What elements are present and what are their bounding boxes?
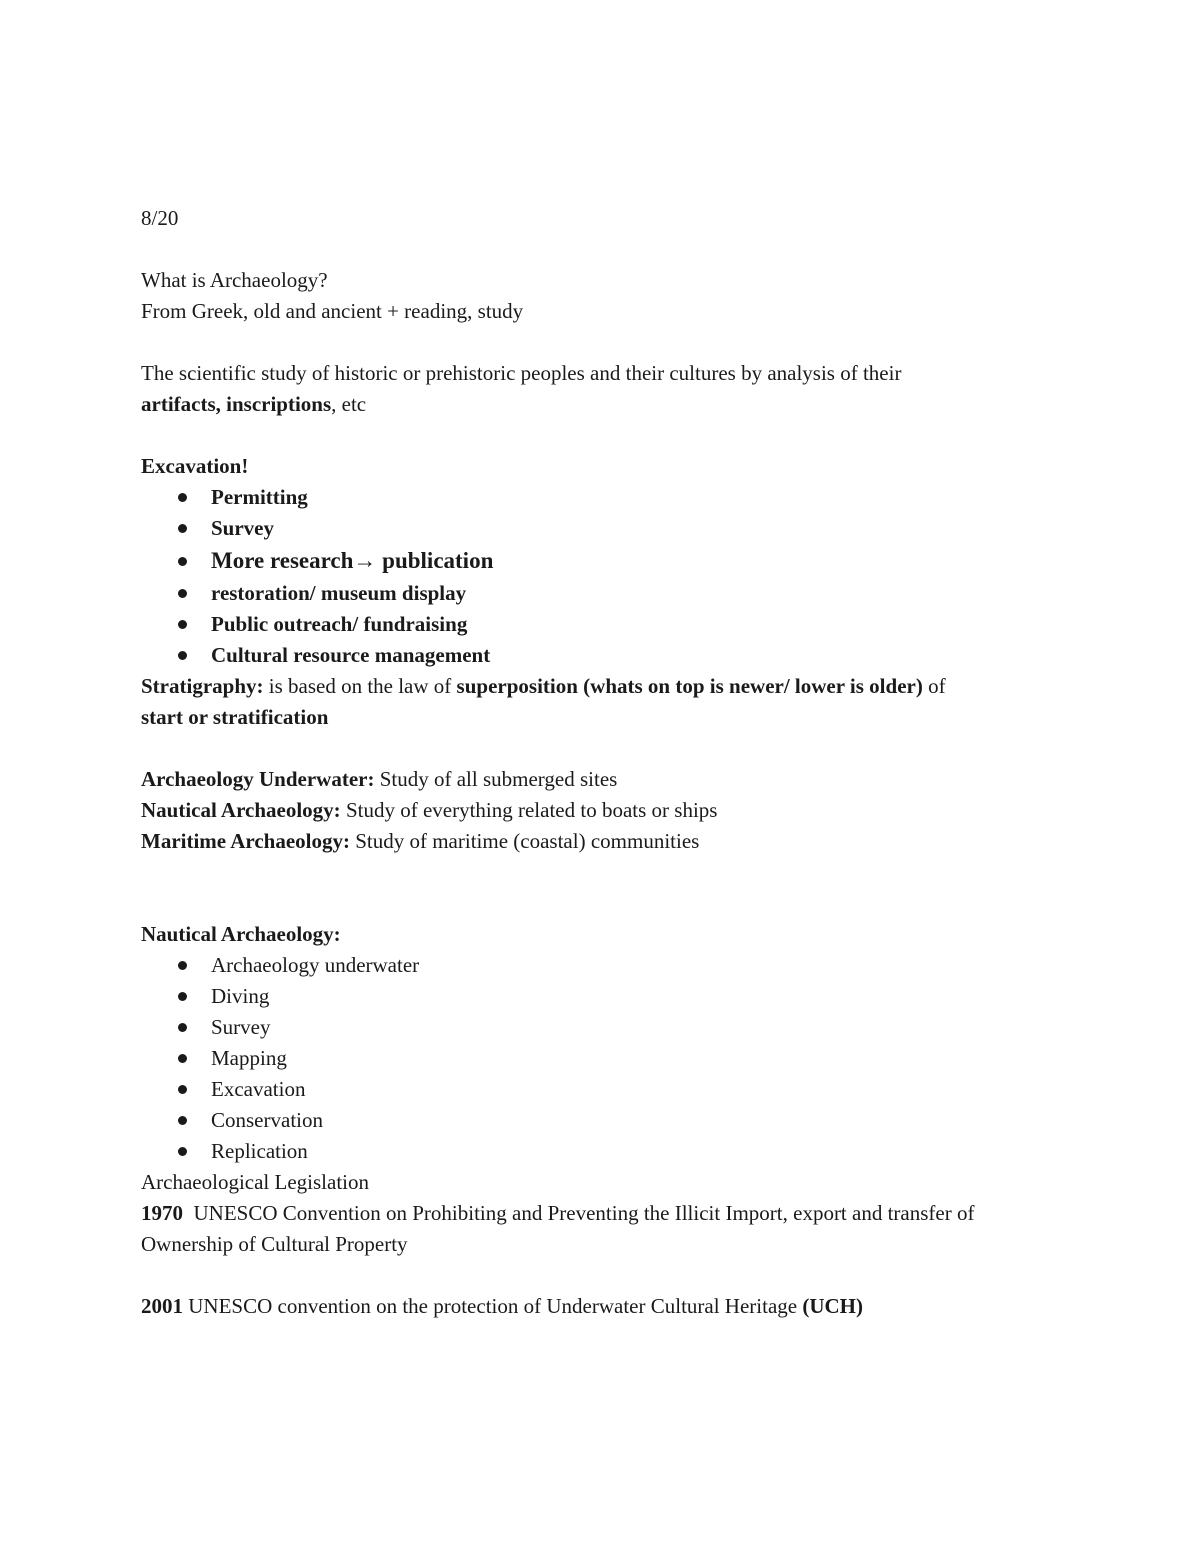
document-page (141, 203, 1071, 1322)
bullet-icon (178, 651, 187, 660)
bullet-icon (178, 1147, 187, 1156)
legislation-heading: Archaeological Legislation (141, 1170, 369, 1194)
list-item: Cultural resource management (141, 640, 1071, 671)
list-item: Archaeology underwater (141, 950, 1071, 981)
list-item: More research→ publication (141, 544, 1071, 578)
bullet-icon (178, 620, 187, 629)
date-line: 8/20 (141, 206, 179, 230)
list-item: Diving (141, 981, 1071, 1012)
bullet-icon (178, 557, 187, 566)
definition-line: The scientific study of historic or prehistoric peoples and their cultures by analysis of their (141, 361, 902, 385)
stratigraphy-term: Stratigraphy: (141, 674, 264, 698)
bullet-icon (178, 961, 187, 970)
list-item: restoration/ museum display (141, 578, 1071, 609)
bullet-icon (178, 992, 187, 1001)
bullet-icon (178, 524, 187, 533)
intro-question: What is Archaeology? (141, 268, 328, 292)
list-item: Mapping (141, 1043, 1071, 1074)
bullet-icon (178, 1023, 187, 1032)
list-item: Public outreach/ fundraising (141, 609, 1071, 640)
intro-etymology: From Greek, old and ancient + reading, study (141, 299, 524, 323)
legislation-entry-2001: 2001 UNESCO convention on the protection of Underwater Cultural Heritage (UCH) (141, 1294, 863, 1318)
excavation-list (141, 482, 1071, 671)
bullet-icon (178, 1116, 187, 1125)
list-item: Survey (141, 1012, 1071, 1043)
stratigraphy-line-2: start or stratification (141, 705, 329, 729)
definition-nautical: Nautical Archaeology: Study of everything related to boats or ships (141, 798, 718, 822)
excavation-heading: Excavation! (141, 454, 249, 478)
bullet-icon (178, 1085, 187, 1094)
definition-maritime: Maritime Archaeology: Study of maritime (coastal) communities (141, 829, 700, 853)
definition-bold: artifacts, inscriptions (141, 392, 332, 416)
definition-line-2 (141, 389, 1071, 420)
list-item: Excavation (141, 1074, 1071, 1105)
list-item: Conservation (141, 1105, 1071, 1136)
definition-tail: , etc (331, 392, 367, 416)
nautical-list (141, 950, 1071, 1167)
legislation-entry-1970: 1970 UNESCO Convention on Prohibiting and Preventing the Illicit Import, export and transfer of Ownership of Cultural Property (141, 1201, 980, 1256)
stratigraphy-line: Stratigraphy: is based on the law of superposition (whats on top is newer/ lower is older) of (141, 674, 946, 698)
definition-underwater: Archaeology Underwater: Study of all submerged sites (141, 767, 618, 791)
nautical-heading: Nautical Archaeology: (141, 922, 341, 946)
bullet-icon (178, 493, 187, 502)
list-item: Replication (141, 1136, 1071, 1167)
list-item: Permitting (141, 482, 1071, 513)
list-item: Survey (141, 513, 1071, 544)
bullet-icon (178, 589, 187, 598)
bullet-icon (178, 1054, 187, 1063)
